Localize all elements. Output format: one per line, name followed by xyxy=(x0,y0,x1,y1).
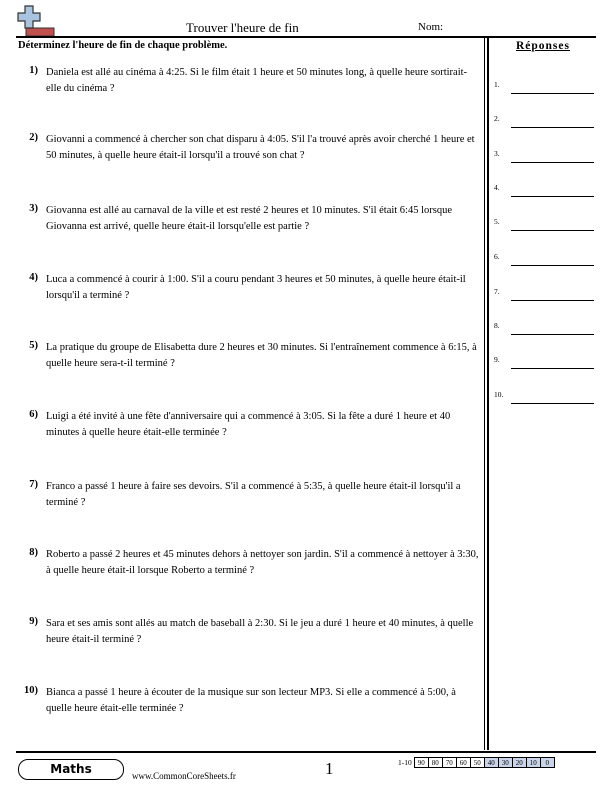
answer-blank[interactable] xyxy=(511,230,594,231)
answer-line[interactable] xyxy=(494,390,594,404)
answer-line[interactable] xyxy=(494,217,594,231)
answer-blank[interactable] xyxy=(511,127,594,128)
answer-blank[interactable] xyxy=(511,300,594,301)
answer-blank[interactable] xyxy=(511,93,594,94)
score-cell: 90 xyxy=(414,757,429,768)
page-number: 1 xyxy=(325,759,334,778)
answer-number: 1. xyxy=(494,80,500,89)
answer-number: 5. xyxy=(494,217,500,226)
subject-badge: Maths xyxy=(18,759,124,780)
answer-line[interactable] xyxy=(494,80,594,94)
question-text: Roberto a passé 2 heures et 45 minutes dehors à nettoyer son jardin. S'il a commencé à nettoyer à 3:30, à quelle heure était-il lorsque Roberto a terminé ? xyxy=(46,549,479,576)
column-divider xyxy=(487,37,489,750)
logo-icon xyxy=(16,4,56,38)
answer-number: 3. xyxy=(494,149,500,158)
answer-number: 4. xyxy=(494,183,500,192)
score-cell: 40 xyxy=(484,757,499,768)
page-title: Trouver l'heure de fin xyxy=(186,20,299,35)
score-label: 1-10 xyxy=(398,758,412,767)
question-text: Bianca a passé 1 heure à écouter de la musique sur son lecteur MP3. Si elle a commencé à 5:00, à quelle heure était-elle terminée ? xyxy=(46,687,456,714)
answer-line[interactable] xyxy=(494,287,594,301)
answer-blank[interactable] xyxy=(511,196,594,197)
header-divider xyxy=(16,36,596,38)
score-cell: 30 xyxy=(498,757,513,768)
footer-url: www.CommonCoreSheets.fr xyxy=(132,771,236,781)
answers-title: Réponses xyxy=(515,40,570,52)
question-number: 8) xyxy=(29,547,38,558)
answer-blank[interactable] xyxy=(511,368,594,369)
answer-line[interactable] xyxy=(494,149,594,163)
answer-number: 7. xyxy=(494,287,500,296)
score-cell: 10 xyxy=(526,757,541,768)
question-number: 5) xyxy=(29,340,38,351)
answer-line[interactable] xyxy=(494,114,594,128)
footer-divider xyxy=(16,751,596,753)
answer-number: 10. xyxy=(494,390,504,399)
question-number: 9) xyxy=(29,616,38,627)
question-number: 6) xyxy=(29,409,38,420)
answer-line[interactable] xyxy=(494,183,594,197)
answer-blank[interactable] xyxy=(511,334,594,335)
question-text: Luca a commencé à courir à 1:00. S'il a couru pendant 3 heures et 50 minutes, à quelle heure était-il lorsqu'il a terminé ? xyxy=(46,274,466,301)
question-text: Daniela est allé au cinéma à 4:25. Si le film était 1 heure et 50 minutes long, à quelle heure sortirait-elle du cinéma ? xyxy=(46,67,468,94)
answer-number: 9. xyxy=(494,355,500,364)
question-text: Giovanna est allé au carnaval de la ville et est resté 2 heures et 10 minutes. S'il était 6:45 lorsque Giovanna est arrivé, quelle heure était-il lorsqu'elle est partie ? xyxy=(46,205,453,232)
score-cell: 70 xyxy=(442,757,457,768)
column-divider xyxy=(484,37,485,750)
question-text: La pratique du groupe de Elisabetta dure 2 heures et 30 minutes. Si l'entraînement commence à 6:15, à quelle heure sera-t-il terminé ? xyxy=(46,342,477,369)
answer-blank[interactable] xyxy=(511,403,594,404)
score-cell: 50 xyxy=(470,757,485,768)
answer-blank[interactable] xyxy=(511,265,594,266)
answer-line[interactable] xyxy=(494,252,594,266)
answer-number: 6. xyxy=(494,252,500,261)
question-text: Franco a passé 1 heure à faire ses devoirs. S'il a commencé à 5:35, à quelle heure était-il lorsqu'il a terminé ? xyxy=(46,481,461,508)
score-cell: 0 xyxy=(540,757,555,768)
question-number: 10) xyxy=(24,685,38,696)
question-number: 4) xyxy=(29,272,38,283)
question-number: 1) xyxy=(29,65,38,76)
answer-line[interactable] xyxy=(494,321,594,335)
question-text: Giovanni a commencé à chercher son chat disparu à 4:05. S'il l'a trouvé après avoir cherché 1 heure et 50 minutes, à quelle heure était-il lorsqu'il a trouvé son chat ? xyxy=(46,134,475,161)
question-text: Sara et ses amis sont allés au match de baseball à 2:30. Si le jeu a duré 1 heure et 40 minutes, à quelle heure était-il terminé ? xyxy=(46,618,474,645)
question-number: 7) xyxy=(29,479,38,490)
question-number: 3) xyxy=(29,203,38,214)
answer-blank[interactable] xyxy=(511,162,594,163)
name-label: Nom: xyxy=(418,21,444,33)
question-text: Luigi a été invité à une fête d'anniversaire qui a commencé à 3:05. Si la fête a duré 1 heure et 40 minutes à quelle heure était-elle terminée ? xyxy=(46,411,451,438)
answer-line[interactable] xyxy=(494,355,594,369)
question-number: 2) xyxy=(29,132,38,143)
score-cell: 80 xyxy=(428,757,443,768)
score-table xyxy=(398,757,555,768)
score-cell: 60 xyxy=(456,757,471,768)
answer-number: 8. xyxy=(494,321,500,330)
instructions: Déterminez l'heure de fin de chaque problème. xyxy=(18,40,228,51)
score-cell: 20 xyxy=(512,757,527,768)
answer-number: 2. xyxy=(494,114,500,123)
